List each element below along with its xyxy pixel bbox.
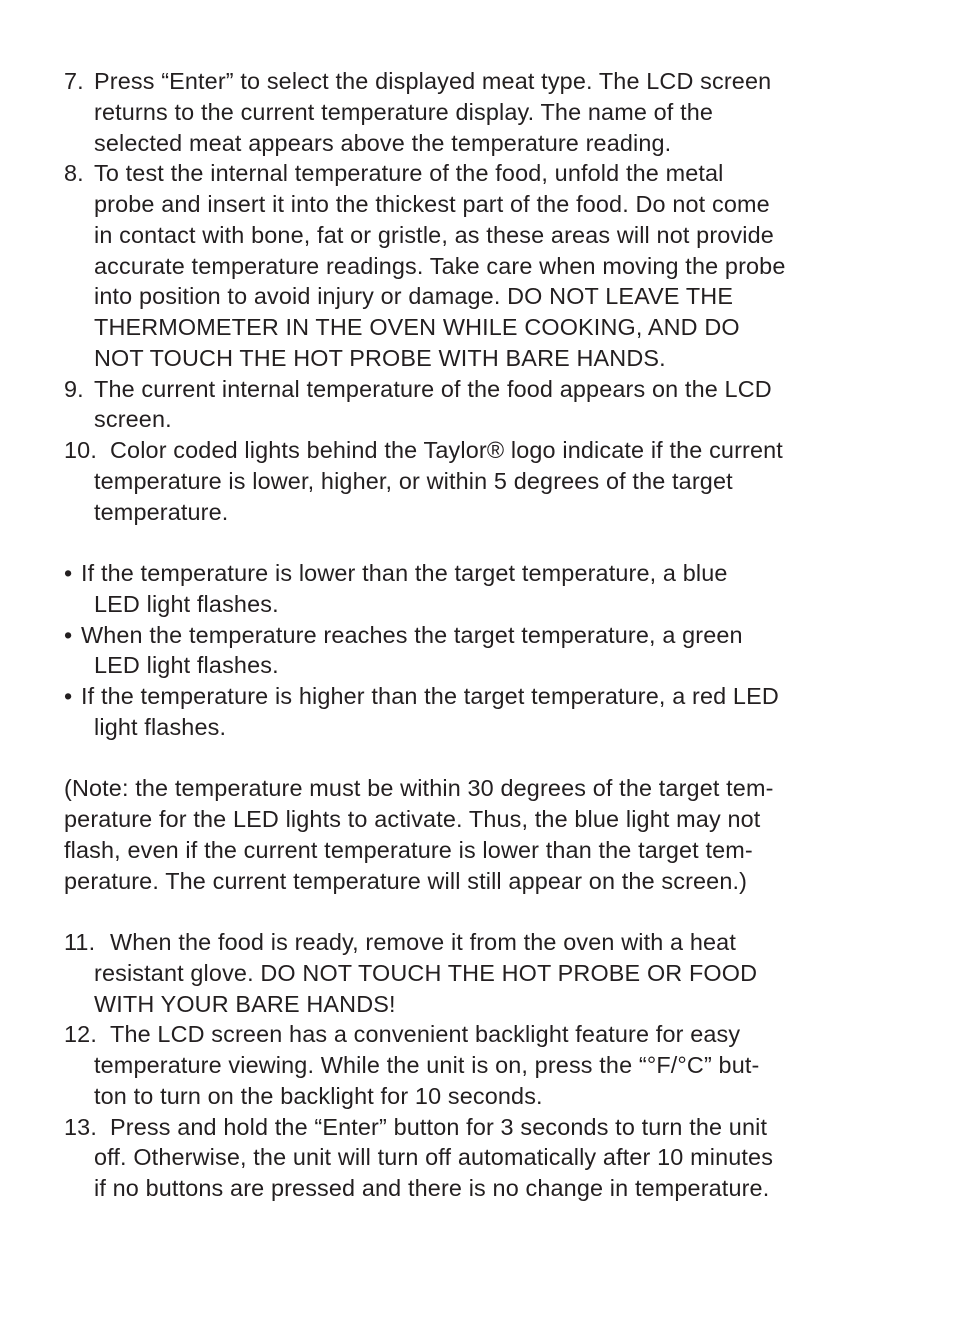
step-number: 13. xyxy=(64,1113,97,1140)
step-text-line: screen. xyxy=(94,406,172,433)
step-text-line: probe and insert it into the thickest part of the food. Do not come xyxy=(94,191,770,217)
step-text-line: WITH YOUR BARE HANDS! xyxy=(94,990,396,1017)
step-text-line: temperature viewing. While the unit is on, press the “°F/°C” but- xyxy=(94,1052,760,1078)
step-number: 9. xyxy=(64,375,84,402)
step-text-line: The LCD screen has a convenient backlight feature for easy xyxy=(110,1021,741,1048)
step-text-line: temperature. xyxy=(94,498,229,525)
step-text-line: When the food is ready, remove it from the oven with a heat xyxy=(110,929,736,955)
step-text-line: selected meat appears above the temperature reading. xyxy=(94,129,672,156)
bullet-text-line: When the temperature reaches the target temperature, a green xyxy=(81,621,743,648)
note-text-line: perature for the LED lights to activate. Thus, the blue light may not xyxy=(64,806,761,832)
bullet-text-line: light flashes. xyxy=(94,713,227,740)
step-text-line: Press and hold the “Enter” button for 3 seconds to turn the unit xyxy=(110,1113,768,1140)
step-text-line: To test the internal temperature of the food, unfold the metal xyxy=(94,160,724,187)
step-number: 11. xyxy=(64,929,96,955)
step-text-line: The current internal temperature of the food appears on the LCD xyxy=(94,375,772,402)
step-text-line: NOT TOUCH THE HOT PROBE WITH BARE HANDS. xyxy=(94,344,666,371)
step-text-line: returns to the current temperature display. The name of the xyxy=(94,98,714,125)
step-text-line: off. Otherwise, the unit will turn off automatically after 10 minutes xyxy=(94,1144,774,1171)
bullet-marker: • xyxy=(64,560,73,586)
step-number: 7. xyxy=(64,68,84,94)
step-text-line: Color coded lights behind the Taylor® logo indicate if the current xyxy=(110,437,783,463)
step-text-line: ton to turn on the backlight for 10 seconds. xyxy=(94,1082,543,1109)
bullet-text-line: If the temperature is lower than the target temperature, a blue xyxy=(81,560,728,586)
bullet-text-line: LED light flashes. xyxy=(94,590,279,617)
step-number: 8. xyxy=(64,160,84,187)
note-text-line: perature. The current temperature will still appear on the screen.) xyxy=(64,867,748,894)
step-text-line: resistant glove. DO NOT TOUCH THE HOT PROBE OR FOOD xyxy=(94,959,758,986)
bullet-text-line: LED light flashes. xyxy=(94,652,279,679)
step-text-line: in contact with bone, fat or gristle, as these areas will not provide xyxy=(94,221,774,248)
step-number: 12. xyxy=(64,1021,97,1048)
bullet-text-line: If the temperature is higher than the target temperature, a red LED xyxy=(81,683,779,709)
step-text-line: if no buttons are pressed and there is no change in temperature. xyxy=(94,1175,770,1201)
step-text-line: THERMOMETER IN THE OVEN WHILE COOKING, AND DO xyxy=(94,314,740,340)
bullet-marker: • xyxy=(64,683,73,709)
step-text-line: Press “Enter” to select the displayed meat type. The LCD screen xyxy=(94,68,772,94)
note-text-line: flash, even if the current temperature is lower than the target tem- xyxy=(64,836,753,863)
step-text-line: temperature is lower, higher, or within 5 degrees of the target xyxy=(94,467,733,494)
step-text-line: accurate temperature readings. Take care when moving the probe xyxy=(94,252,786,279)
step-text-line: into position to avoid injury or damage. DO NOT LEAVE THE xyxy=(94,283,734,310)
bullet-marker: • xyxy=(64,621,73,648)
step-number: 10. xyxy=(64,437,97,463)
note-text-line: (Note: the temperature must be within 30 degrees of the target tem- xyxy=(64,775,774,802)
